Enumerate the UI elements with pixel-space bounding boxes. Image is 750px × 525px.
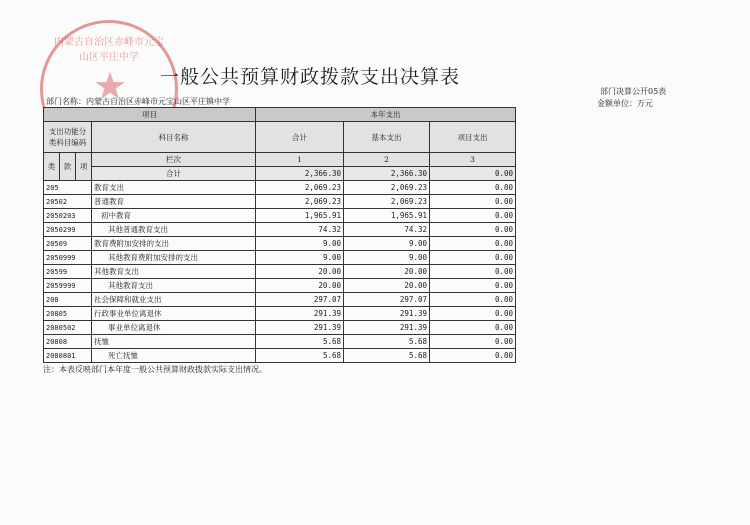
row-project: 0.00 <box>430 209 516 223</box>
row-project: 0.00 <box>430 321 516 335</box>
table-row <box>44 237 516 251</box>
header-col-1: 1 <box>256 153 344 167</box>
row-basic: 1,965.91 <box>344 209 430 223</box>
row-basic: 297.07 <box>344 293 430 307</box>
row-project: 0.00 <box>430 237 516 251</box>
row-code: 2059999 <box>44 279 92 293</box>
row-project: 0.00 <box>430 279 516 293</box>
row-name: 普通教育 <box>92 195 256 209</box>
row-total: 291.39 <box>256 307 344 321</box>
table-row <box>44 181 516 195</box>
table-row <box>44 349 516 363</box>
row-name: 社会保障和就业支出 <box>92 293 256 307</box>
footnote: 注：本表反映部门本年度一般公共预算财政拨款实际支出情况。 <box>43 365 267 374</box>
row-name: 其他教育费附加安排的支出 <box>92 251 256 265</box>
table-row <box>44 223 516 237</box>
row-total: 297.07 <box>256 293 344 307</box>
row-basic: 20.00 <box>344 265 430 279</box>
row-total: 5.68 <box>256 349 344 363</box>
row-code: 2080801 <box>44 349 92 363</box>
row-total: 9.00 <box>256 251 344 265</box>
row-name: 行政事业单位离退休 <box>92 307 256 321</box>
header-kuan: 款 <box>60 153 76 181</box>
row-total: 20.00 <box>256 265 344 279</box>
row-code: 2050999 <box>44 251 92 265</box>
seal-text: 内蒙古自治区赤峰市元宝山区平庄中学 <box>54 37 164 63</box>
row-total: 20.00 <box>256 279 344 293</box>
row-total: 9.00 <box>256 237 344 251</box>
row-project: 0.00 <box>430 349 516 363</box>
row-total: 2,069.23 <box>256 195 344 209</box>
row-project: 0.00 <box>430 293 516 307</box>
row-code: 208 <box>44 293 92 307</box>
row-code: 20808 <box>44 335 92 349</box>
row-name: 其他教育支出 <box>92 265 256 279</box>
row-code: 2080502 <box>44 321 92 335</box>
header-current-year: 本年支出 <box>256 108 516 122</box>
header-column-no: 栏次 <box>92 153 256 167</box>
header-lei: 类 <box>44 153 60 181</box>
table-row <box>44 265 516 279</box>
expenditure-table <box>43 107 516 363</box>
total-row-label: 合计 <box>92 167 256 181</box>
row-basic: 5.68 <box>344 349 430 363</box>
header-col-2: 2 <box>344 153 430 167</box>
header-xiang: 项 <box>76 153 92 181</box>
row-code: 205 <box>44 181 92 195</box>
header-basic: 基本支出 <box>344 122 430 153</box>
row-code: 20509 <box>44 237 92 251</box>
row-total: 2,069.23 <box>256 181 344 195</box>
row-total: 1,965.91 <box>256 209 344 223</box>
row-name: 其他普通教育支出 <box>92 223 256 237</box>
row-project: 0.00 <box>430 335 516 349</box>
amount-unit: 金额单位：万元 <box>597 99 653 108</box>
table-row <box>44 293 516 307</box>
row-code: 20805 <box>44 307 92 321</box>
table-row <box>44 321 516 335</box>
total-basic: 2,366.30 <box>344 167 430 181</box>
row-project: 0.00 <box>430 307 516 321</box>
form-number: 部门决算公开05表 <box>600 87 667 96</box>
row-code: 2050203 <box>44 209 92 223</box>
header-project: 项目 <box>44 108 256 122</box>
table-row <box>44 195 516 209</box>
row-name: 抚恤 <box>92 335 256 349</box>
table-row <box>44 251 516 265</box>
department-name: 部门名称：内蒙古自治区赤峰市元宝山区平庄镇中学 <box>46 97 230 106</box>
total-project: 0.00 <box>430 167 516 181</box>
row-basic: 291.39 <box>344 321 430 335</box>
row-name: 事业单位离退休 <box>92 321 256 335</box>
table-row <box>44 335 516 349</box>
row-code: 2050299 <box>44 223 92 237</box>
header-subject-name: 科目名称 <box>92 122 256 153</box>
row-code: 20502 <box>44 195 92 209</box>
row-name: 死亡抚恤 <box>92 349 256 363</box>
row-name: 初中教育 <box>92 209 256 223</box>
seal-star-icon: ★ <box>93 64 128 108</box>
row-project: 0.00 <box>430 195 516 209</box>
row-project: 0.00 <box>430 223 516 237</box>
header-func-code: 支出功能分类科目编码 <box>44 122 92 153</box>
row-name: 教育费附加安排的支出 <box>92 237 256 251</box>
row-code: 20599 <box>44 265 92 279</box>
row-project: 0.00 <box>430 181 516 195</box>
row-total: 291.39 <box>256 321 344 335</box>
row-basic: 9.00 <box>344 251 430 265</box>
row-project: 0.00 <box>430 265 516 279</box>
row-name: 其他教育支出 <box>92 279 256 293</box>
row-project: 0.00 <box>430 251 516 265</box>
row-basic: 291.39 <box>344 307 430 321</box>
total-amount: 2,366.30 <box>256 167 344 181</box>
table-row <box>44 279 516 293</box>
row-total: 5.68 <box>256 335 344 349</box>
table-row <box>44 209 516 223</box>
table-row <box>44 307 516 321</box>
row-basic: 74.32 <box>344 223 430 237</box>
header-col-3: 3 <box>430 153 516 167</box>
row-total: 74.32 <box>256 223 344 237</box>
header-total: 合计 <box>256 122 344 153</box>
header-project-exp: 项目支出 <box>430 122 516 153</box>
row-basic: 2,069.23 <box>344 181 430 195</box>
row-name: 教育支出 <box>92 181 256 195</box>
document-title: 一般公共预算财政拨款支出决算表 <box>160 66 461 88</box>
row-basic: 20.00 <box>344 279 430 293</box>
row-basic: 9.00 <box>344 237 430 251</box>
row-basic: 2,069.23 <box>344 195 430 209</box>
row-basic: 5.68 <box>344 335 430 349</box>
